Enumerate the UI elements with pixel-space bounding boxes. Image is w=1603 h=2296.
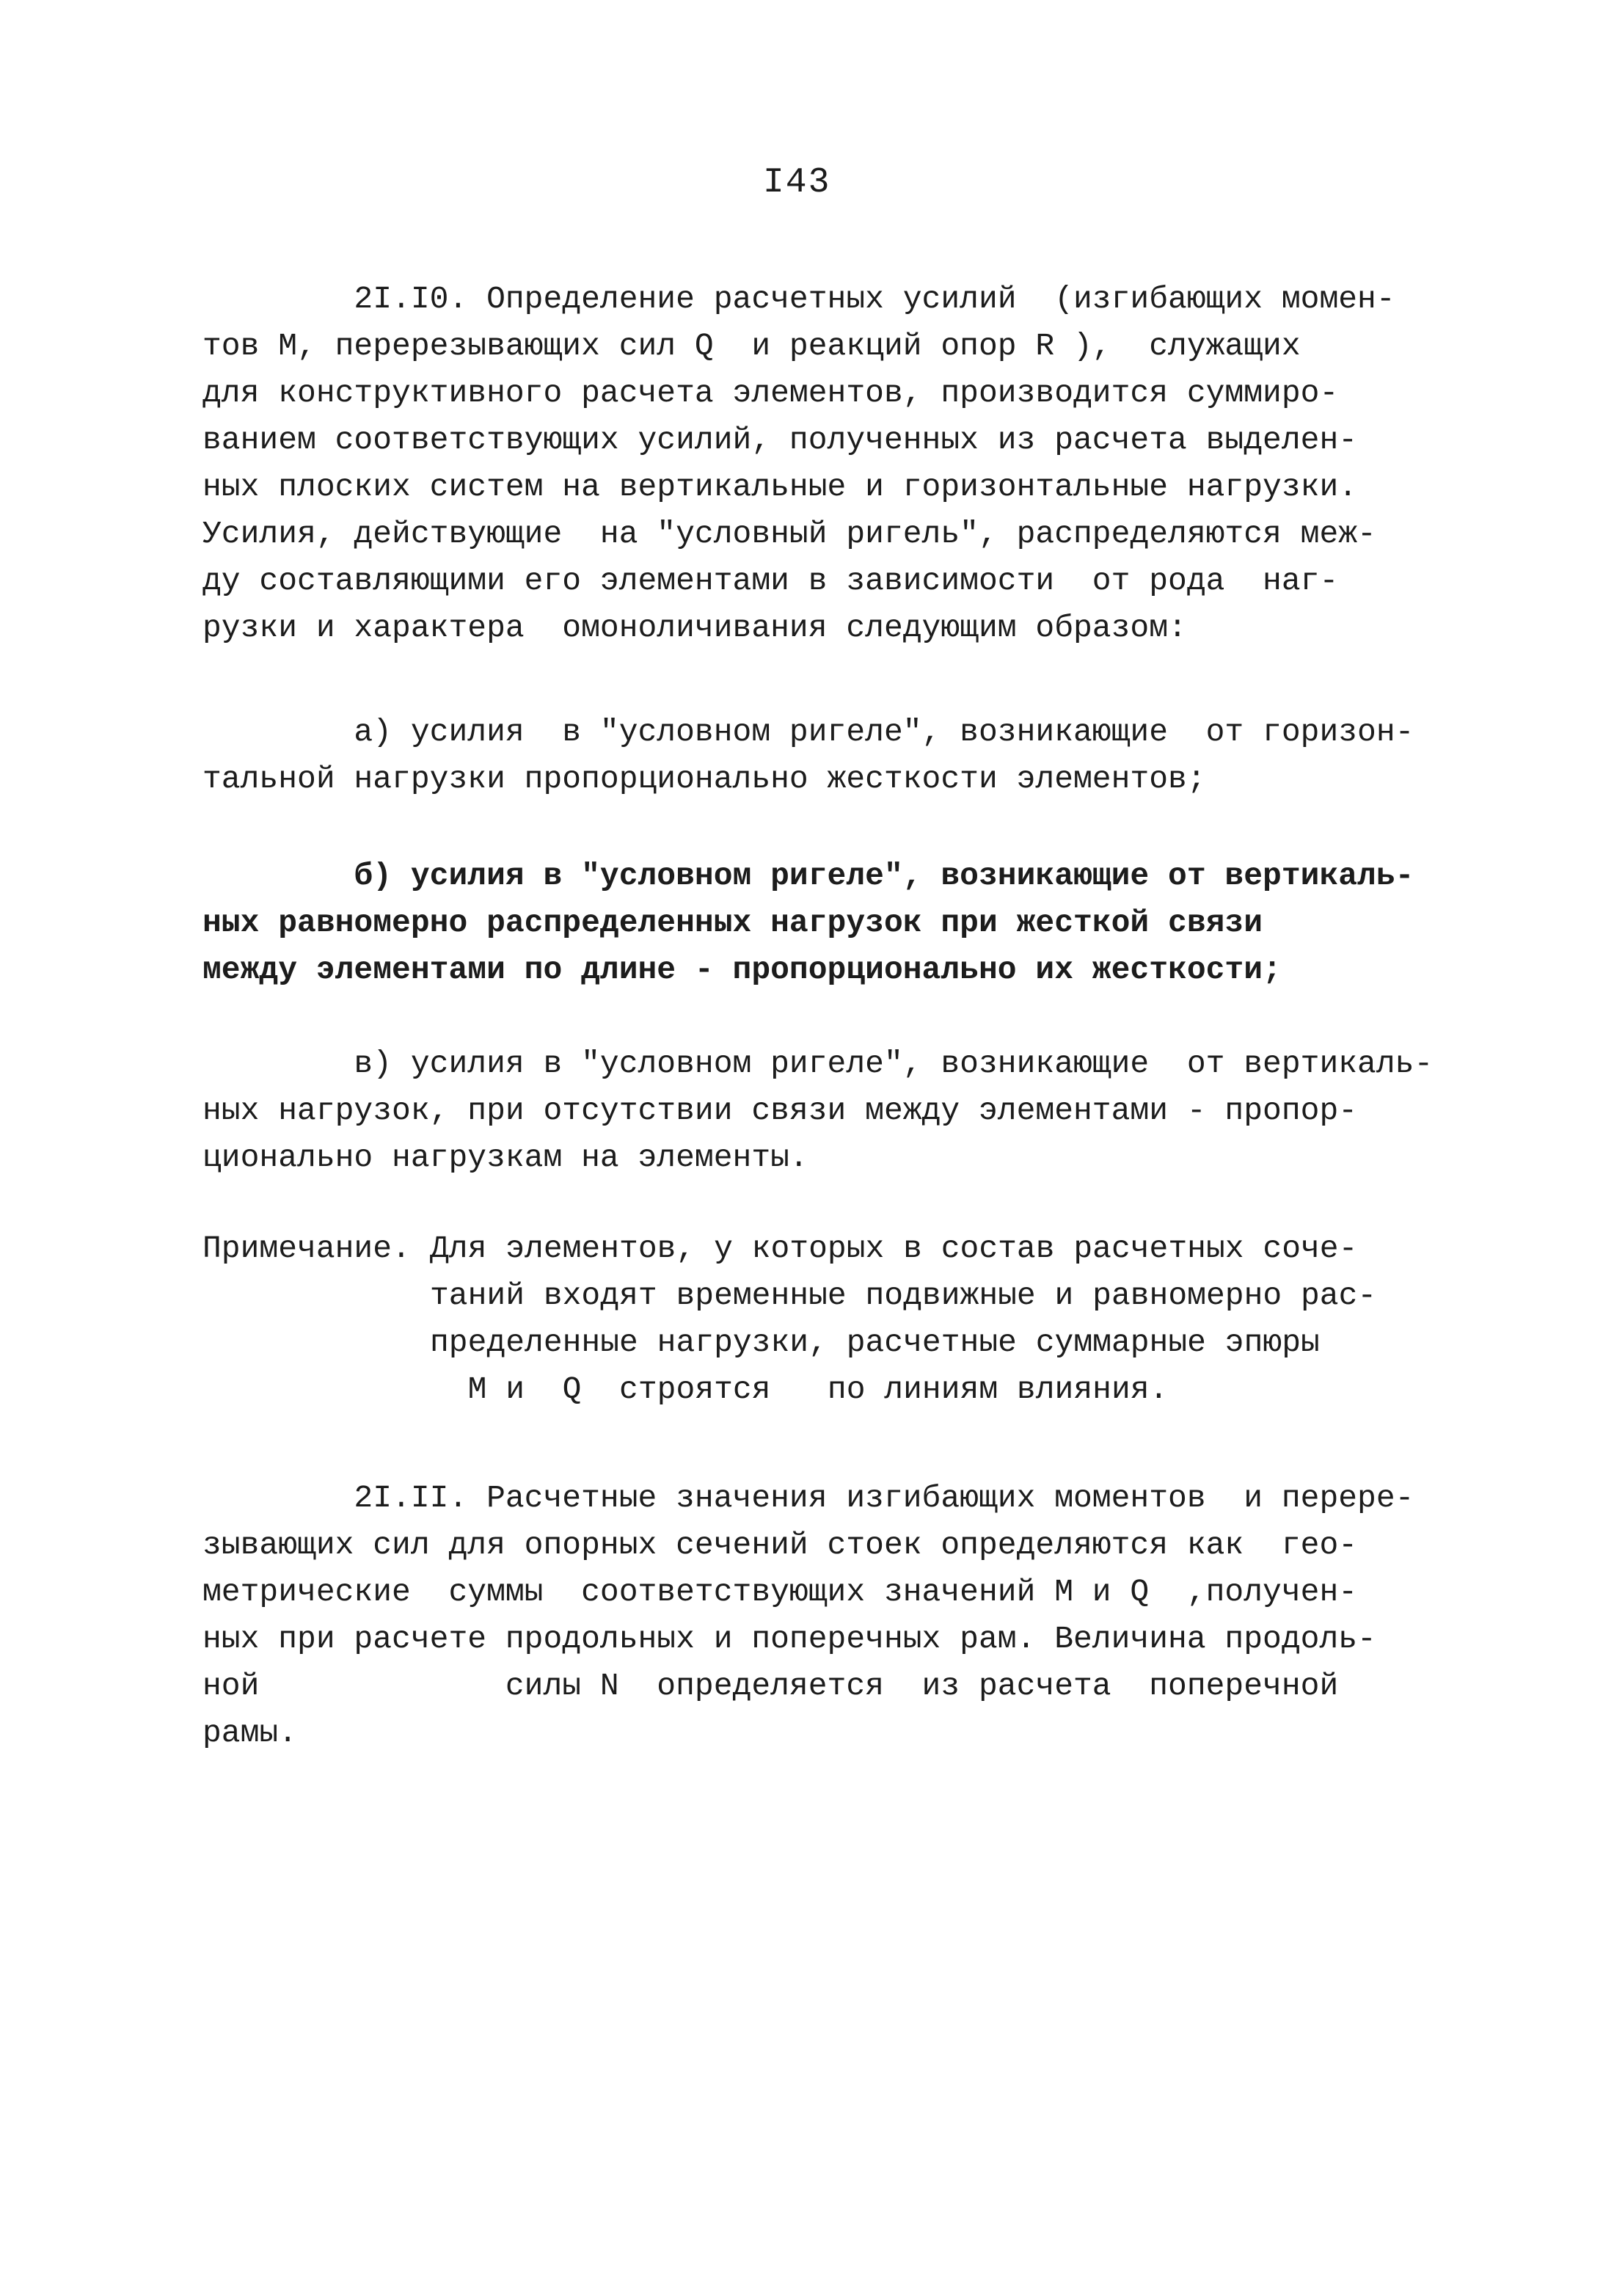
item-v — [202, 1041, 1434, 1181]
text-line: в) усилия в "условном ригеле", возникающие от вертикаль- — [202, 1046, 1434, 1082]
text-line: ных равномерно распределенных нагрузок при жесткой связи — [202, 905, 1263, 941]
text-line: 2I.II. Расчетные значения изгибающих моментов и перере- — [202, 1480, 1414, 1516]
item-a — [202, 709, 1420, 803]
note-label — [202, 1225, 411, 1272]
section-21-11 — [202, 1475, 1420, 1757]
text-line: пределенные нагрузки, расчетные суммарные эпюры — [430, 1324, 1320, 1360]
page-number: I43 — [763, 163, 831, 203]
text-line: М и Q строятся по линиям влияния. — [430, 1371, 1169, 1407]
text-line: а) усилия в "условном ригеле", возникающие от горизон- — [202, 714, 1414, 750]
text-line: 2I.I0. Определение расчетных усилий (изгибающих момен- — [202, 281, 1395, 317]
text-line: ных плоских систем на вертикальные и горизонтальные нагрузки. — [202, 469, 1358, 505]
section-21-10 — [202, 276, 1420, 652]
text-line: ционально нагрузкам на элементы. — [202, 1140, 808, 1176]
text-line: ных нагрузок, при отсутствии связи между элементами - пропор- — [202, 1093, 1358, 1129]
text-line: тальной нагрузки пропорционально жесткости элементов; — [202, 761, 1206, 797]
text-line: Для элементов, у которых в состав расчетных соче- — [430, 1231, 1358, 1267]
text-line: ных при расчете продольных и поперечных рам. Величина продоль- — [202, 1621, 1376, 1657]
text-line: ванием соответствующих усилий, полученных из расчета выделен- — [202, 422, 1358, 458]
note-body — [430, 1225, 1428, 1413]
text-line: зывающих сил для опорных сечений стоек определяются как гео- — [202, 1527, 1358, 1563]
text-line: ной силы N определяется из расчета поперечной — [202, 1668, 1339, 1704]
text-line: тов М, перерезывающих сил Q и реакций опор R ), служащих — [202, 328, 1301, 364]
text-line: рамы. — [202, 1715, 298, 1751]
text-line: Усилия, действующие на "условный ригель", распределяются меж- — [202, 516, 1376, 552]
item-b — [202, 853, 1420, 994]
text-line: рузки и характера омоноличивания следующим образом: — [202, 610, 1187, 646]
note-label-text: Примечание. — [202, 1231, 411, 1267]
text-line: метрические суммы соответствующих значений М и Q ,получен- — [202, 1574, 1358, 1610]
text-line: б) усилия в "условном ригеле", возникающие от вертикаль- — [202, 858, 1414, 894]
text-line: между элементами по длине - пропорционально их жесткости; — [202, 952, 1282, 988]
text-line: ду составляющими его элементами в зависимости от рода наг- — [202, 563, 1339, 599]
text-line: таний входят временные подвижные и равномерно рас- — [430, 1278, 1377, 1313]
text-line: для конструктивного расчета элементов, производится суммиро- — [202, 375, 1339, 411]
